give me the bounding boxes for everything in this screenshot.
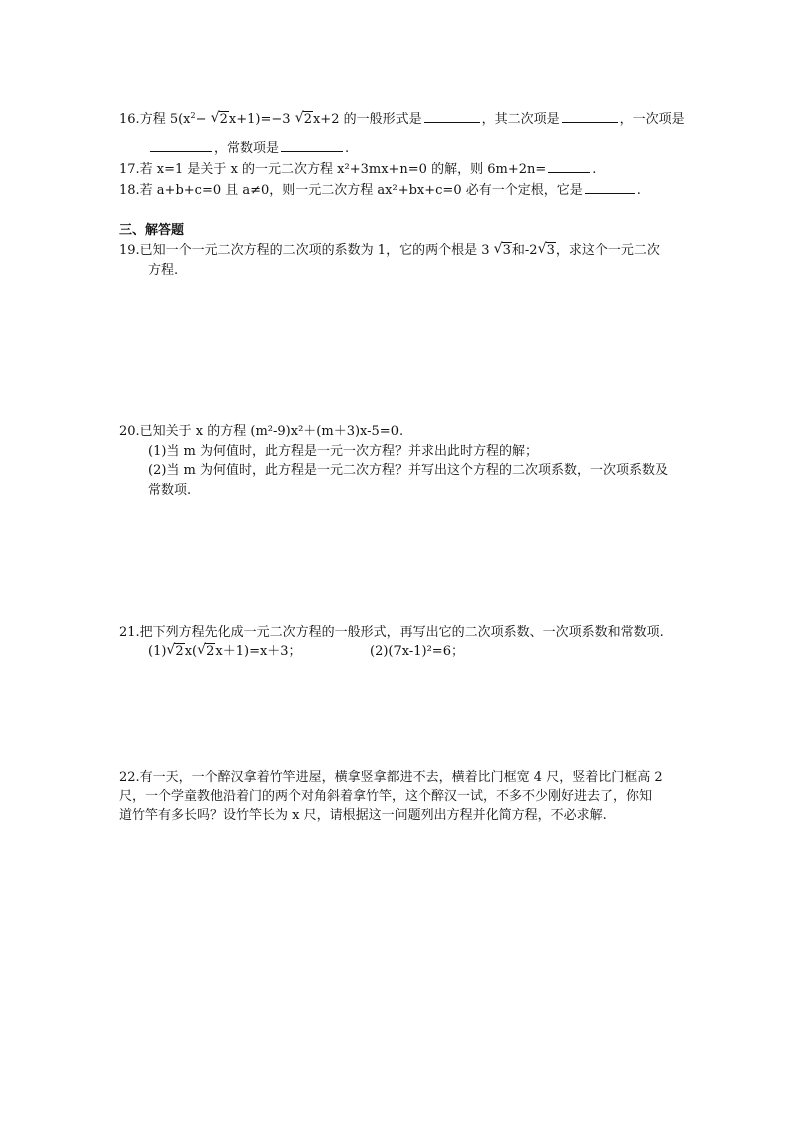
question-16-line-2	[148, 138, 349, 158]
question-21-part-2: (2)(7x-1)²=6；	[370, 644, 464, 659]
question-22-line-2: 尺，一个学童教他沿着门的两个对角斜着拿竹竿，这个醉汉一试，不多不少刚好进去了，你知	[119, 789, 653, 804]
equation-text: 方程 5(x	[139, 112, 191, 127]
question-text: x+2 的一般形式是	[312, 112, 422, 127]
answer-blank[interactable]	[150, 138, 212, 152]
answer-blank[interactable]	[548, 159, 590, 173]
question-text: ，其二次项是	[481, 112, 560, 127]
sqrt-symbol	[166, 643, 184, 661]
radicand: 2	[303, 112, 312, 127]
question-22-line-1: 22.有一天，一个醉汉拿着竹竿进屋，横拿竖拿都进不去，横着比门框宽 4 尺，竖着比门框高 2	[119, 770, 663, 785]
question-19-line-2: 方程.	[148, 263, 179, 278]
question-20-part-2: (2)当 m 为何值时，此方程是一元二次方程？并写出这个方程的二次项系数，一次项系数及	[148, 463, 669, 478]
question-20-part-2-cont: 常数项.	[148, 483, 192, 498]
answer-blank[interactable]	[424, 109, 480, 123]
radicand: 2	[206, 644, 215, 659]
equation-text: −	[195, 112, 207, 127]
sqrt-symbol	[494, 242, 512, 260]
question-18	[119, 180, 641, 200]
question-20-part-1: (1)当 m 为何值时，此方程是一元一次方程？并求出此时方程的解；	[148, 444, 539, 459]
answer-blank[interactable]	[585, 180, 635, 194]
question-text: ，求这个一元二次	[555, 243, 660, 258]
question-21-line-1: 21.把下列方程先化成一元二次方程的一般形式，再写出它的二次项系数、一次项系数和常数项.	[119, 625, 664, 640]
equation-text: x＋1)=x＋3；	[215, 644, 302, 659]
sqrt-symbol	[197, 643, 215, 661]
question-17	[119, 159, 596, 179]
question-text: ，一次项是	[619, 112, 685, 127]
radicand: 3	[502, 243, 511, 258]
question-text: .	[636, 183, 641, 198]
equation-text: x(	[184, 644, 198, 659]
question-text: 19.已知一个一元二次方程的二次项的系数为 1，它的两个根是 3	[119, 243, 490, 258]
question-text: ，常数项是	[214, 141, 280, 156]
radicand: 2	[219, 112, 228, 127]
sqrt-symbol	[295, 111, 313, 129]
radicand: 2	[175, 644, 184, 659]
question-number: 16.	[119, 112, 140, 127]
question-19-line-1	[119, 242, 660, 260]
radicand: 3	[546, 243, 555, 258]
sqrt-symbol	[538, 242, 556, 260]
question-text: 17.若 x=1 是关于 x 的一元二次方程 x²+3mx+n=0 的解，则 6m+2n=	[119, 162, 547, 177]
question-text: .	[345, 141, 350, 156]
question-22-line-3: 道竹竿有多长吗？设竹竿长为 x 尺，请根据这一问题列出方程并化简方程，不必求解.	[119, 808, 607, 823]
question-16-line-1	[119, 109, 685, 129]
question-text: 和-2	[511, 243, 538, 258]
answer-blank[interactable]	[281, 138, 343, 152]
question-text: 18.若 a+b+c=0 且 a≠0，则一元二次方程 ax²+bx+c=0 必有一个定根，它是	[119, 183, 583, 198]
question-21-parts	[148, 643, 302, 661]
equation-text: x+1)=−3	[228, 112, 291, 127]
section-heading: 三、解答题	[119, 223, 185, 238]
answer-blank[interactable]	[562, 109, 618, 123]
sqrt-symbol	[211, 111, 229, 129]
question-20-line-1: 20.已知关于 x 的方程 (m²-9)x²＋(m＋3)x-5=0.	[119, 424, 404, 439]
question-text: .	[592, 162, 597, 177]
part-label: (1)	[148, 644, 167, 659]
superscript: 2	[190, 111, 196, 120]
